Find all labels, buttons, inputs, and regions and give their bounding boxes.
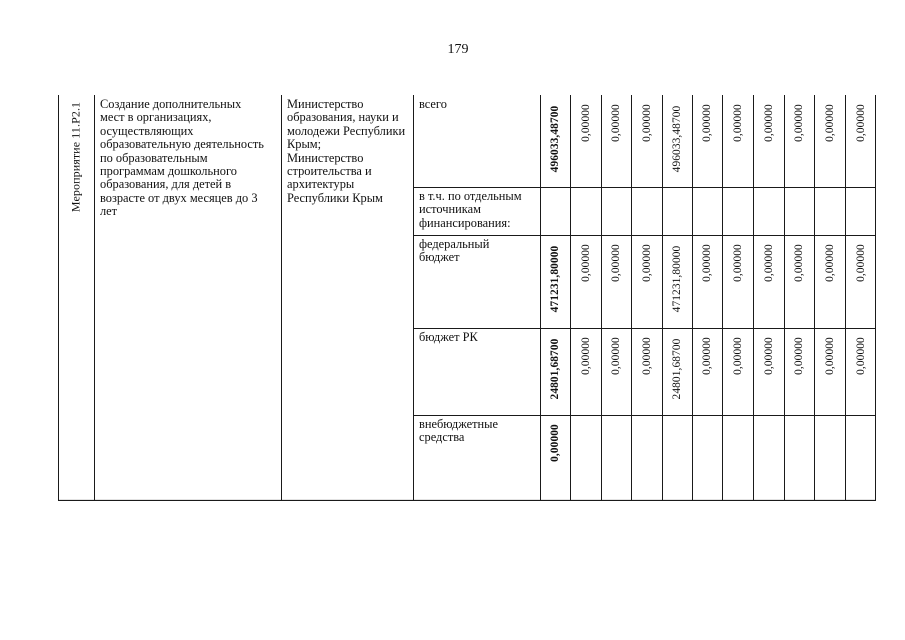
funding-source-label: бюджет РК — [419, 330, 478, 344]
funding-value: 471231,80000 — [549, 245, 561, 313]
funding-value: 0,00000 — [793, 104, 805, 142]
measure-label: Мероприятие 11.Р2.1 — [68, 101, 83, 213]
funding-value: 0,00000 — [579, 337, 592, 375]
funding-value: 0,00000 — [579, 244, 592, 282]
executor-text: Министерство образования, науки и молодежи Республики Крым; Министерство строительства и архитектуры Республики Крым — [287, 97, 406, 205]
funding-value: 0,00000 — [701, 104, 713, 142]
funding-table — [58, 95, 876, 501]
funding-value: 496033,48700 — [671, 105, 683, 173]
funding-value: 0,00000 — [701, 244, 713, 282]
funding-value: 0,00000 — [610, 244, 622, 282]
funding-value: 0,00000 — [762, 104, 775, 142]
funding-value: 0,00000 — [793, 244, 805, 282]
funding-value: 0,00000 — [823, 104, 836, 142]
funding-value: 0,00000 — [640, 337, 653, 375]
measure-description: Создание дополнительных мест в организациях, осуществляющих образовательную деятельность по образовательным программам дошкольного образования, для детей в возрасте от двух месяцев до 3 лет — [100, 97, 264, 219]
funding-value: 0,00000 — [610, 337, 622, 375]
funding-value: 0,00000 — [762, 244, 775, 282]
funding-value: 0,00000 — [762, 337, 775, 375]
funding-value: 496033,48700 — [549, 105, 561, 173]
funding-value: 0,00000 — [640, 244, 653, 282]
funding-value: 0,00000 — [731, 337, 744, 375]
funding-value: 0,00000 — [731, 104, 744, 142]
funding-value: 0,00000 — [731, 244, 744, 282]
funding-value: 0,00000 — [579, 104, 592, 142]
funding-value: 0,00000 — [640, 104, 653, 142]
funding-value: 0,00000 — [823, 337, 836, 375]
funding-source-label: всего — [419, 97, 447, 111]
funding-value: 24801,68700 — [671, 338, 683, 400]
funding-value: 471231,80000 — [671, 245, 683, 313]
funding-value: 0,00000 — [823, 244, 836, 282]
funding-source-label: внебюджетные средства — [419, 417, 498, 445]
funding-value: 0,00000 — [854, 104, 867, 142]
funding-value: 0,00000 — [701, 337, 713, 375]
funding-value: 24801,68700 — [549, 338, 561, 400]
funding-value: 0,00000 — [854, 337, 867, 375]
funding-value: 0,00000 — [793, 337, 805, 375]
funding-value: 0,00000 — [549, 424, 561, 462]
funding-value: 0,00000 — [610, 104, 622, 142]
page-number: 179 — [447, 42, 469, 57]
funding-value: 0,00000 — [854, 244, 867, 282]
funding-source-label: в т.ч. по отдельным источникам финансирования: — [419, 189, 522, 230]
funding-source-label: федеральный бюджет — [419, 237, 490, 265]
